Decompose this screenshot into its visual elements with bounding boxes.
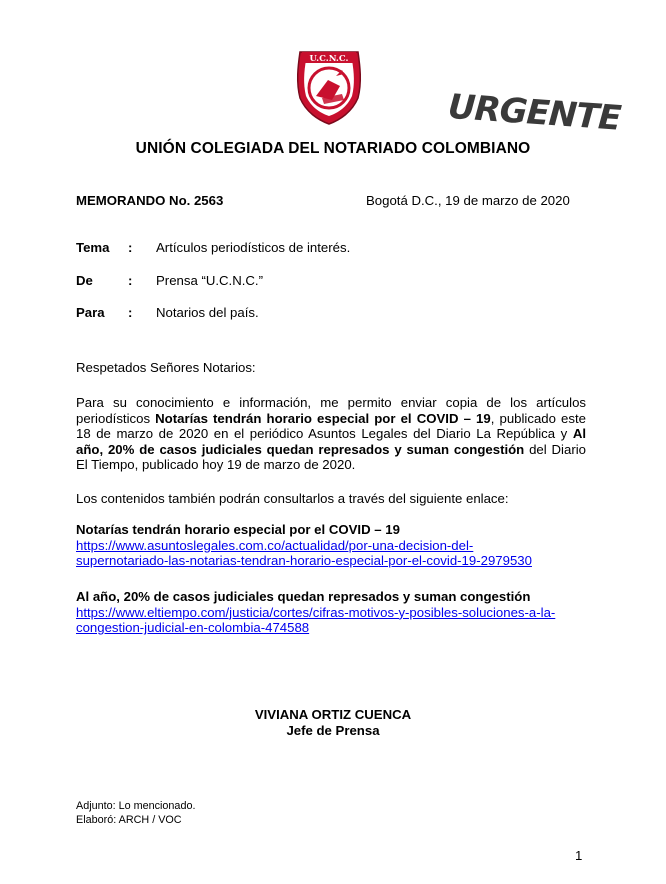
article-title-inline: Al año, 20% de casos judiciales quedan represados y suman congestión [76,426,586,457]
stamp-icon [442,70,622,151]
memo-date: Bogotá D.C., 19 de marzo de 2020 [366,193,570,208]
paragraph-text: , publicado este 18 de marzo de 2020 en el periódico Asuntos Legales del Diario La República y [76,410,586,442]
body-paragraph [76,395,586,473]
links-intro: Los contenidos también podrán consultarlos a través del siguiente enlace: [76,491,509,506]
organization-title: UNIÓN COLEGIADA DEL NOTARIADO COLOMBIANO [135,140,531,157]
field-label: Para [76,305,105,320]
signature-block [0,707,666,738]
field-colon: : [128,273,133,288]
article-title: Notarías tendrán horario especial por el COVID – 19 [76,522,400,537]
urgent-stamp [442,70,622,151]
field-colon: : [128,305,133,320]
signer-role: Jefe de Prensa [286,722,380,738]
svg-text:URGENTE: URGENTE [446,86,622,139]
seal-emblem-icon [292,46,366,126]
field-de [76,273,263,288]
svg-text:U.C.N.C.: U.C.N.C. [309,54,349,64]
footer-notes [76,800,195,827]
seal-logo [292,46,366,126]
memo-number: MEMORANDO No. 2563 [76,193,224,208]
greeting: Respetados Señores Notarios: [76,360,256,375]
field-colon: : [128,240,133,255]
article-link[interactable]: https://www.asuntoslegales.com.co/actualidad/por-una-decision-del- supernotariado-las-notarias-tendran-horario-especial-por-el-covid-19-2979530 [76,537,532,569]
field-value: Artículos periodísticos de interés. [156,240,351,255]
article-block [76,589,596,636]
paragraph-text: Para su conocimiento e información, me permito enviar copia de los artículos periodísticos [76,395,586,426]
field-tema [76,240,350,255]
signer-name: VIVIANA ORTIZ CUENCA [254,707,412,722]
author-note: Elaboró: ARCH / VOC [76,813,182,826]
paragraph-text: del Diario El Tiempo, publicado hoy 19 de marzo de 2020. [76,441,586,473]
field-para [76,305,259,320]
field-label: Tema [76,240,110,255]
article-title-inline: Notarías tendrán horario especial por el COVID – 19 [155,410,491,426]
page-number: 1 [575,848,583,863]
article-block [76,522,596,569]
field-value: Notarios del país. [156,305,259,320]
field-label: De [76,273,93,288]
article-link[interactable]: https://www.eltiempo.com/justicia/cortes/cifras-motivos-y-posibles-soluciones-a-la- congestion-judicial-en-colombia-474588 [76,604,556,636]
field-value: Prensa “U.C.N.C.” [156,273,263,288]
article-title: Al año, 20% de casos judiciales quedan represados y suman congestión [76,589,531,604]
attachment-note: Adjunto: Lo mencionado. [76,800,196,812]
